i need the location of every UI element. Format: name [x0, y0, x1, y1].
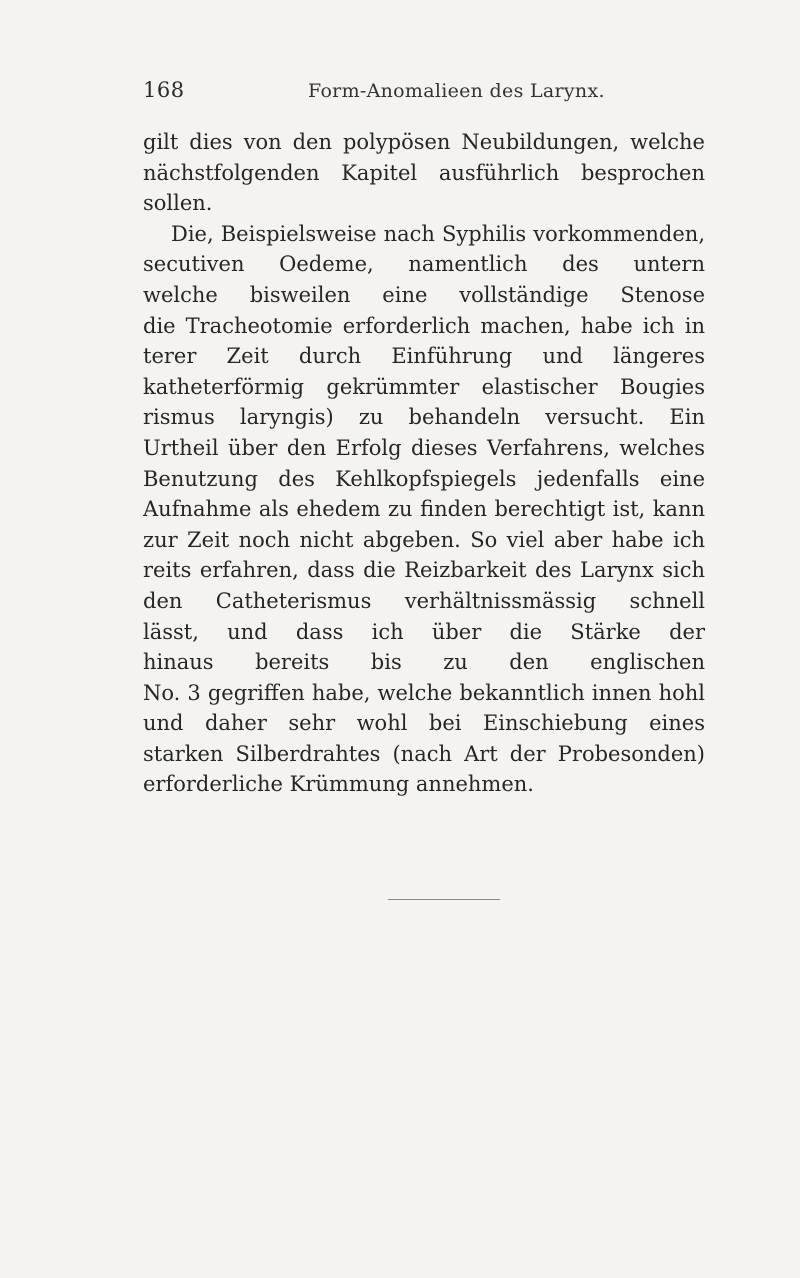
text-line: Urtheil über den Erfolg dieses Verfahrens, welches	[143, 435, 705, 460]
footer-rule	[388, 899, 500, 900]
text-line: secutiven Oedeme, namentlich des untern	[143, 252, 705, 277]
text-line: Die, Beispielsweise nach Syphilis vorkommenden,	[171, 221, 705, 246]
text-line: katheterförmig gekrümmter elastischer Bougies	[143, 374, 705, 399]
text-line: sollen.	[143, 191, 213, 216]
text-line: Aufnahme als ehedem zu finden berechtigt ist, kann	[143, 497, 705, 522]
text-line: terer Zeit durch Einführung und längeres	[143, 344, 705, 369]
text-line: gilt dies von den polypösen Neubildungen, welche	[143, 130, 705, 154]
text-line: lässt, und dass ich über die Stärke der	[143, 619, 705, 644]
text-line: und daher sehr wohl bei Einschiebung eines	[143, 711, 705, 736]
page-header	[143, 78, 703, 114]
text-line: erforderliche Krümmung annehmen.	[143, 772, 534, 797]
text-line: rismus laryngis) zu behandeln versucht. Ein	[143, 405, 705, 430]
running-title: Form-Anomalieen des Larynx.	[308, 80, 605, 102]
body-text	[143, 127, 705, 800]
text-line: starken Silberdrahtes (nach Art der Probesonden)	[143, 741, 705, 766]
text-line: den Catheterismus verhältnissmässig schnell	[143, 588, 705, 613]
text-line: welche bisweilen eine vollständige Stenose	[143, 282, 705, 307]
text-line: die Tracheotomie erforderlich machen, habe ich in	[143, 313, 705, 338]
text-line: No. 3 gegriffen habe, welche bekanntlich innen hohl	[143, 680, 705, 705]
text-line: reits erfahren, dass die Reizbarkeit des Larynx sich	[143, 558, 705, 583]
text-line: Benutzung des Kehlkopfspiegels jedenfalls eine	[143, 466, 705, 491]
text-line: nächstfolgenden Kapitel ausführlich besprochen	[143, 160, 705, 185]
text-line: hinaus bereits bis zu den englischen	[143, 650, 705, 675]
text-line: zur Zeit noch nicht abgeben. So viel aber habe ich	[143, 527, 705, 552]
page-number: 168	[143, 78, 185, 102]
